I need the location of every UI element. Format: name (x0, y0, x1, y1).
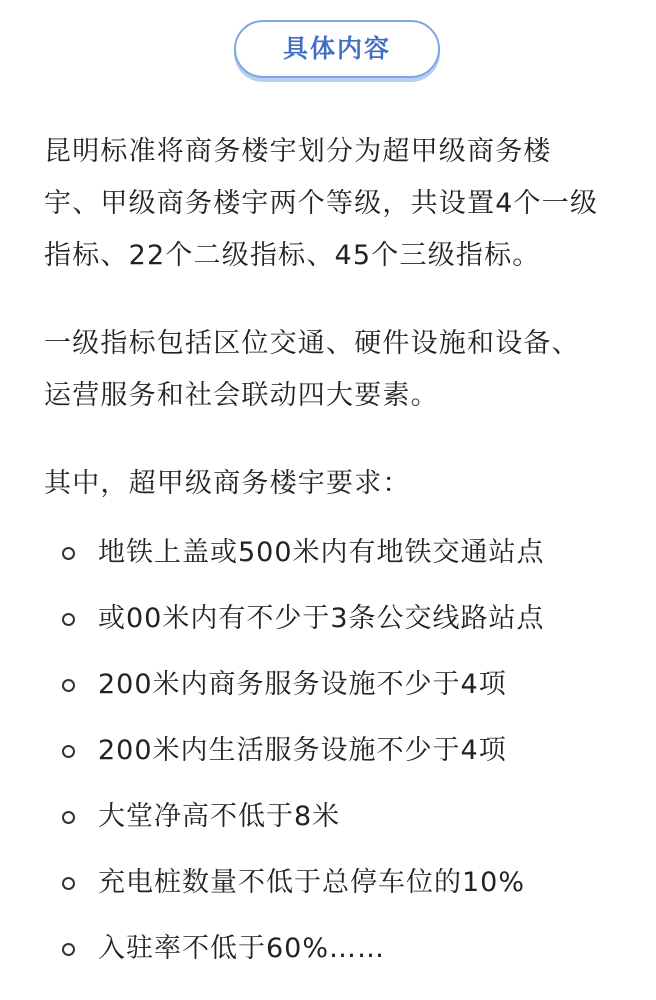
bullet-circle-icon (62, 613, 75, 626)
list-item (0, 850, 656, 916)
paragraph-line: 昆明标准将商务楼宇划分为超甲级商务楼 (44, 136, 552, 167)
paragraph-line: 运营服务和社会联动四大要素。 (44, 380, 439, 411)
bullet-circle-icon (62, 547, 75, 560)
bullet-circle-icon (62, 943, 75, 956)
bullet-circle-icon (62, 745, 75, 758)
bullet-circle-icon (62, 811, 75, 824)
list-item-text: 200米内商务服务设施不少于4项 (98, 669, 507, 700)
list-item-text: 200米内生活服务设施不少于4项 (98, 735, 507, 766)
paragraph-line: 一级指标包括区位交通、硬件设施和设备、 (44, 328, 580, 359)
list-item-text: 入驻率不低于60%…… (98, 933, 386, 964)
paragraph-line: 指标、22个二级指标、45个三级指标。 (44, 240, 541, 271)
section-header (0, 0, 656, 100)
list-item (0, 718, 656, 784)
requirements-list (0, 520, 656, 982)
bullet-circle-icon (62, 679, 75, 692)
paragraph-primary-indicators (44, 318, 644, 422)
list-item (0, 916, 656, 982)
list-item (0, 520, 656, 586)
list-item-text: 充电桩数量不低于总停车位的10% (98, 867, 526, 898)
list-item-text: 大堂净高不低于8米 (98, 801, 341, 832)
list-item-text: 或00米内有不少于3条公交线路站点 (98, 603, 545, 634)
paragraph-classification (44, 126, 644, 282)
list-item-text: 地铁上盖或500米内有地铁交通站点 (98, 537, 545, 568)
bullet-circle-icon (62, 877, 75, 890)
list-item (0, 586, 656, 652)
paragraph-line: 宇、甲级商务楼宇两个等级，共设置4个一级 (44, 188, 599, 219)
section-title-badge: 具体内容 (234, 20, 440, 78)
list-item (0, 784, 656, 850)
paragraph-requirements-intro: 其中，超甲级商务楼宇要求： (44, 468, 411, 499)
list-item (0, 652, 656, 718)
